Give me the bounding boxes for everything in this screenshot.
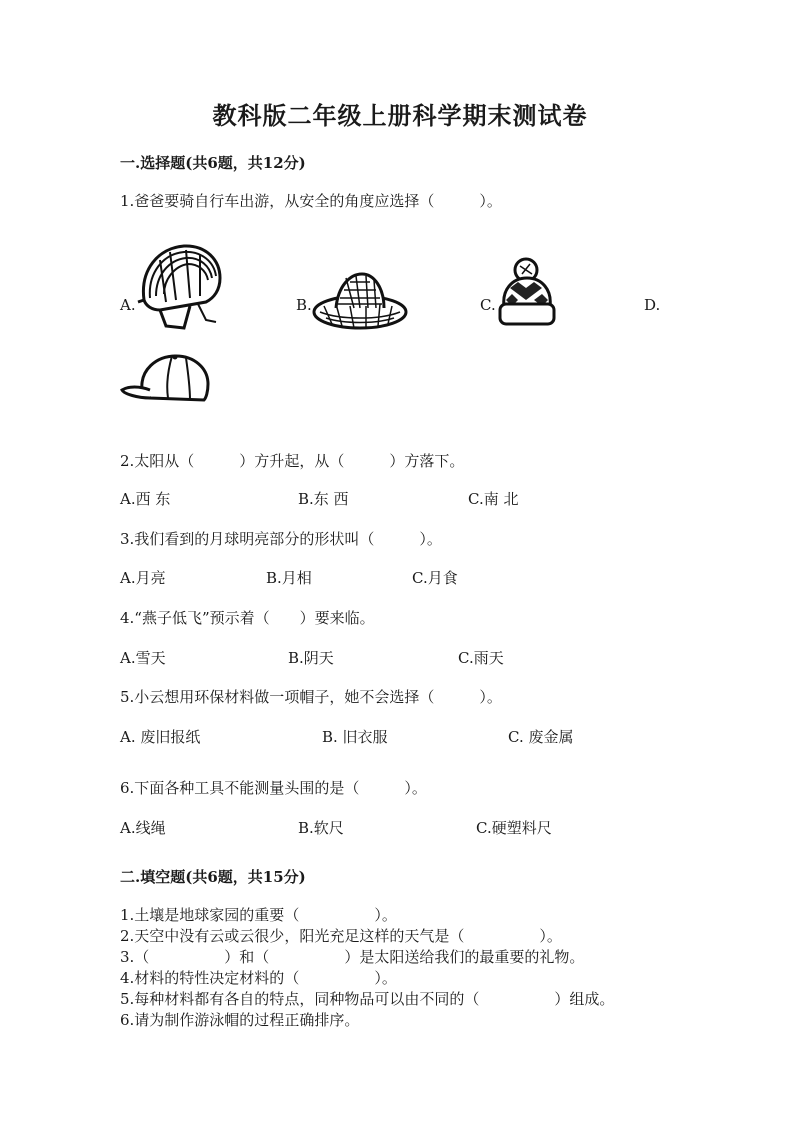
question-5-option-a[interactable]: A. 废旧报纸 [120,728,201,746]
question-6-option-c[interactable]: C.硬塑料尺 [476,819,552,837]
fill-item-1: 1.土壤是地球家园的重要（ ）。 [120,906,397,924]
question-1-option-d[interactable]: D. [644,296,661,314]
straw-hat-icon [310,268,410,334]
question-3-option-b[interactable]: B.月相 [266,569,312,587]
question-6-stem: 6.下面各种工具不能测量头围的是（ ）。 [120,779,427,797]
bike-helmet-icon [136,240,226,332]
question-1-option-b[interactable]: B. [296,296,312,314]
question-5-option-c[interactable]: C. 废金属 [508,728,574,746]
question-1-option-a[interactable]: A. [120,296,136,314]
question-4-stem: 4.“燕子低飞”预示着（ ）要来临。 [120,609,375,627]
fill-item-5: 5.每种材料都有各自的特点，同种物品可以由不同的（ ）组成。 [120,990,615,1008]
question-3-option-a[interactable]: A.月亮 [120,569,166,587]
baseball-cap-icon [120,352,212,412]
question-3-option-c[interactable]: C.月食 [412,569,458,587]
question-5-stem: 5.小云想用环保材料做一项帽子，她不会选择（ ）。 [120,688,502,706]
question-2-option-b[interactable]: B.东 西 [298,490,349,508]
question-1-stem: 1.爸爸要骑自行车出游，从安全的角度应选择（ ）。 [120,192,502,210]
fill-item-6: 6.请为制作游泳帽的过程正确排序。 [120,1011,360,1029]
question-5-option-b[interactable]: B. 旧衣服 [322,728,388,746]
section-heading-fill: 二.填空题(共6题，共15分) [120,868,306,886]
question-2-stem: 2.太阳从（ ）方升起，从（ ）方落下。 [120,452,465,470]
question-2-option-c[interactable]: C.南 北 [468,490,519,508]
knit-beanie-icon [496,256,558,330]
fill-item-3: 3.（ ）和（ ）是太阳送给我们的最重要的礼物。 [120,948,585,966]
question-4-option-a[interactable]: A.雪天 [120,649,166,667]
question-6-option-a[interactable]: A.线绳 [120,819,166,837]
fill-item-2: 2.天空中没有云或云很少，阳光充足这样的天气是（ ）。 [120,927,562,945]
question-1-option-c[interactable]: C. [480,296,496,314]
question-4-option-b[interactable]: B.阴天 [288,649,334,667]
question-3-stem: 3.我们看到的月球明亮部分的形状叫（ ）。 [120,530,442,548]
question-2-option-a[interactable]: A.西 东 [120,490,171,508]
fill-item-4: 4.材料的特性决定材料的（ ）。 [120,969,397,987]
question-6-option-b[interactable]: B.软尺 [298,819,344,837]
page-title: 教科版二年级上册科学期末测试卷 [212,101,588,130]
question-4-option-c[interactable]: C.雨天 [458,649,504,667]
section-heading-choice: 一.选择题(共6题，共12分) [120,154,306,172]
